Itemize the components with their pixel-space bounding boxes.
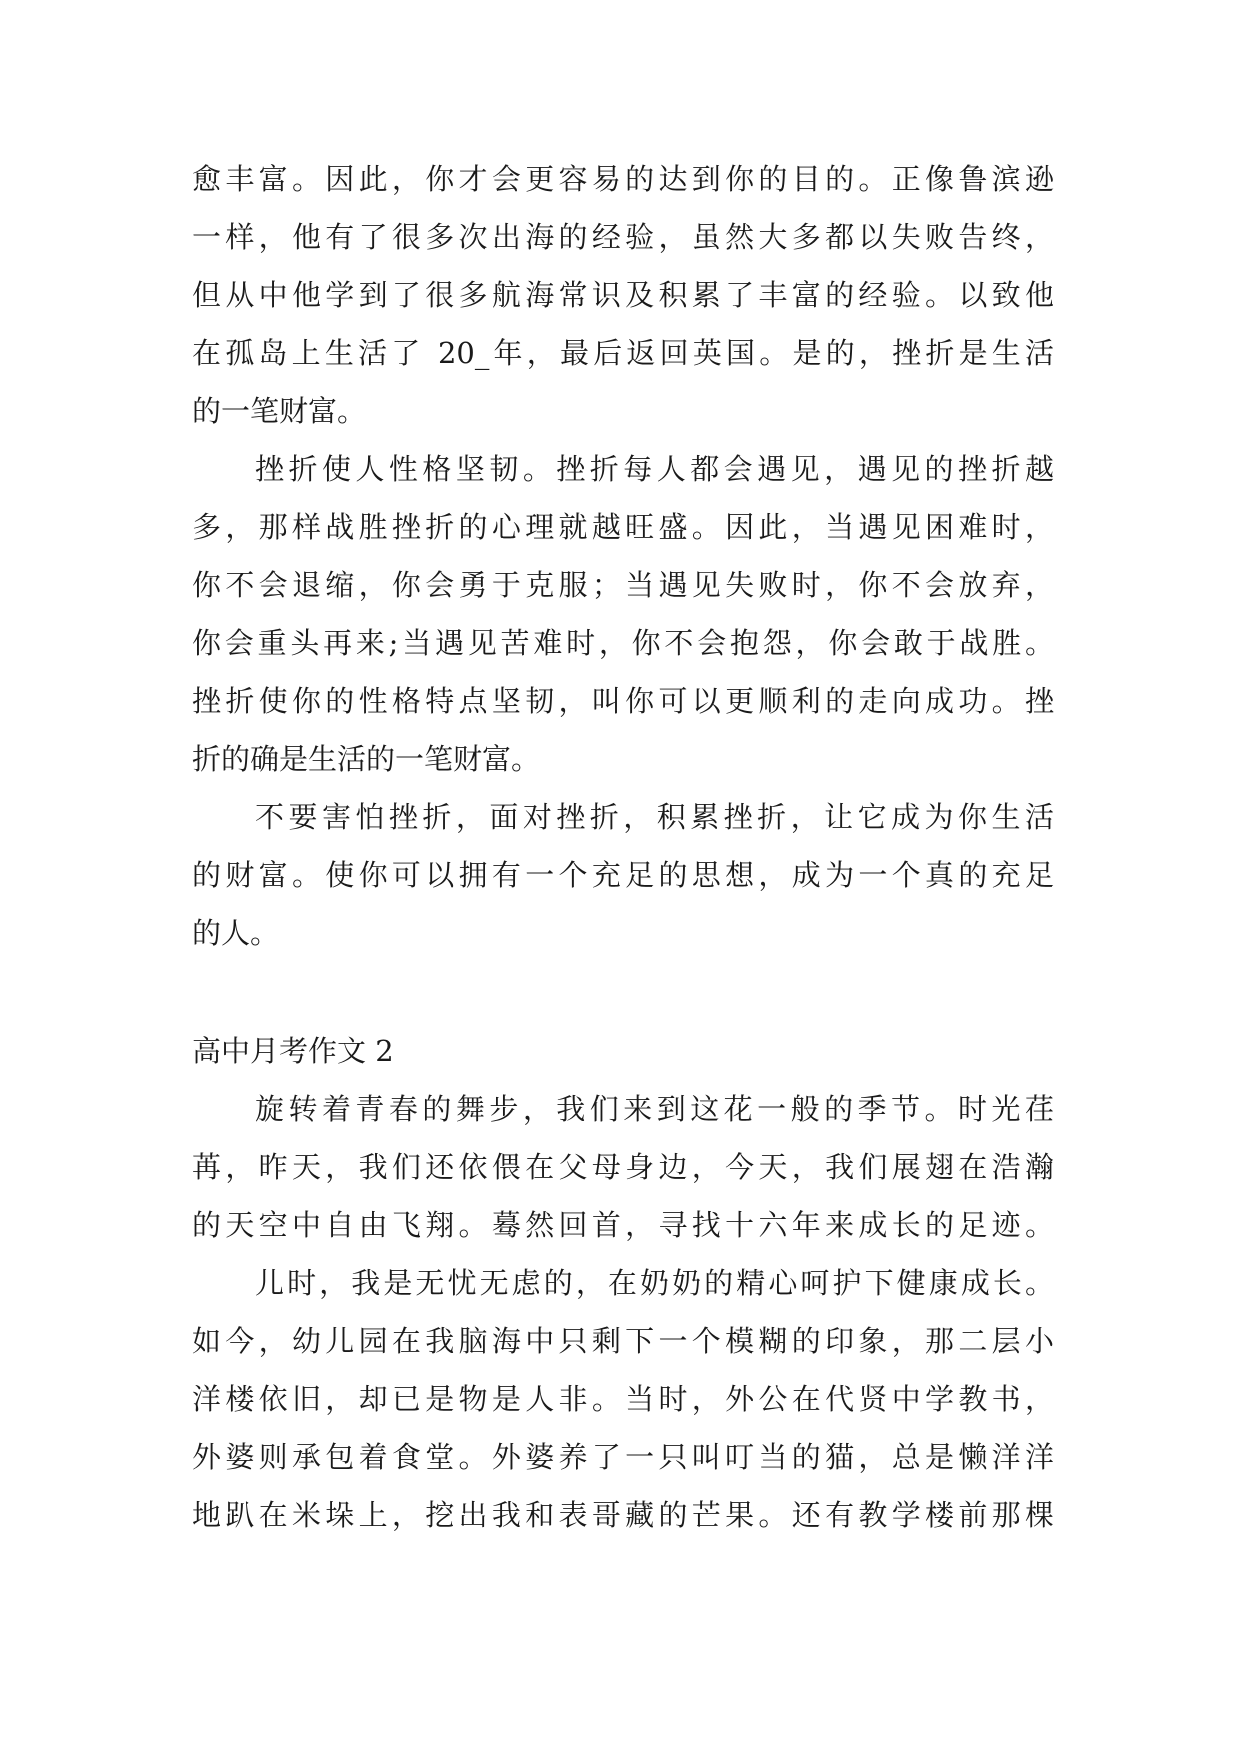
text-line: 愈丰富。因此，你才会更容易的达到你的目的。正像鲁滨逊	[192, 162, 1054, 196]
text-line: 一样，他有了很多次出海的经验，虽然大多都以失败告终，	[192, 220, 1054, 254]
text-line: 在孤岛上生活了 20_年，最后返回英国。是的，挫折是生活	[192, 336, 1054, 370]
text-line: 的一笔财富。	[192, 394, 367, 428]
paragraph-first-line: 挫折使人性格坚韧。挫折每人都会遇见，遇见的挫折越	[255, 452, 1054, 486]
text-line: 的人。	[192, 916, 280, 950]
text-line: 多，那样战胜挫折的心理就越旺盛。因此，当遇见困难时，	[192, 510, 1054, 544]
text-line: 你不会退缩，你会勇于克服；当遇见失败时，你不会放弃，	[192, 568, 1054, 602]
text-line: 外婆则承包着食堂。外婆养了一只叫叮当的猫，总是懒洋洋	[192, 1440, 1054, 1474]
essay-section-2	[192, 1080, 1054, 1544]
text-line: 苒，昨天，我们还依偎在父母身边，今天，我们展翅在浩瀚	[192, 1150, 1054, 1184]
essay-section-1	[192, 150, 1054, 962]
text-line: 折的确是生活的一笔财富。	[192, 742, 541, 776]
paragraph-first-line: 儿时，我是无忧无虑的，在奶奶的精心呵护下健康成长。	[255, 1266, 1054, 1300]
text-line: 的天空中自由飞翔。蓦然回首，寻找十六年来成长的足迹。	[192, 1208, 1054, 1242]
text-line: 地趴在米垛上，挖出我和表哥藏的芒果。还有教学楼前那棵	[192, 1498, 1054, 1532]
paragraph-first-line: 不要害怕挫折，面对挫折，积累挫折，让它成为你生活	[255, 800, 1054, 834]
text-line: 你会重头再来;当遇见苦难时，你不会抱怨，你会敢于战胜。	[192, 626, 1054, 660]
text-line: 如今，幼儿园在我脑海中只剩下一个模糊的印象，那二层小	[192, 1324, 1054, 1358]
paragraph-first-line: 旋转着青春的舞步，我们来到这花一般的季节。时光荏	[255, 1092, 1054, 1126]
text-line: 的财富。使你可以拥有一个充足的思想，成为一个真的充足	[192, 858, 1054, 892]
text-line: 挫折使你的性格特点坚韧，叫你可以更顺利的走向成功。挫	[192, 684, 1054, 718]
text-line: 但从中他学到了很多航海常识及积累了丰富的经验。以致他	[192, 278, 1054, 312]
text-line: 洋楼依旧，却已是物是人非。当时，外公在代贤中学教书，	[192, 1382, 1054, 1416]
essay-heading: 高中月考作文 2	[192, 1034, 394, 1068]
